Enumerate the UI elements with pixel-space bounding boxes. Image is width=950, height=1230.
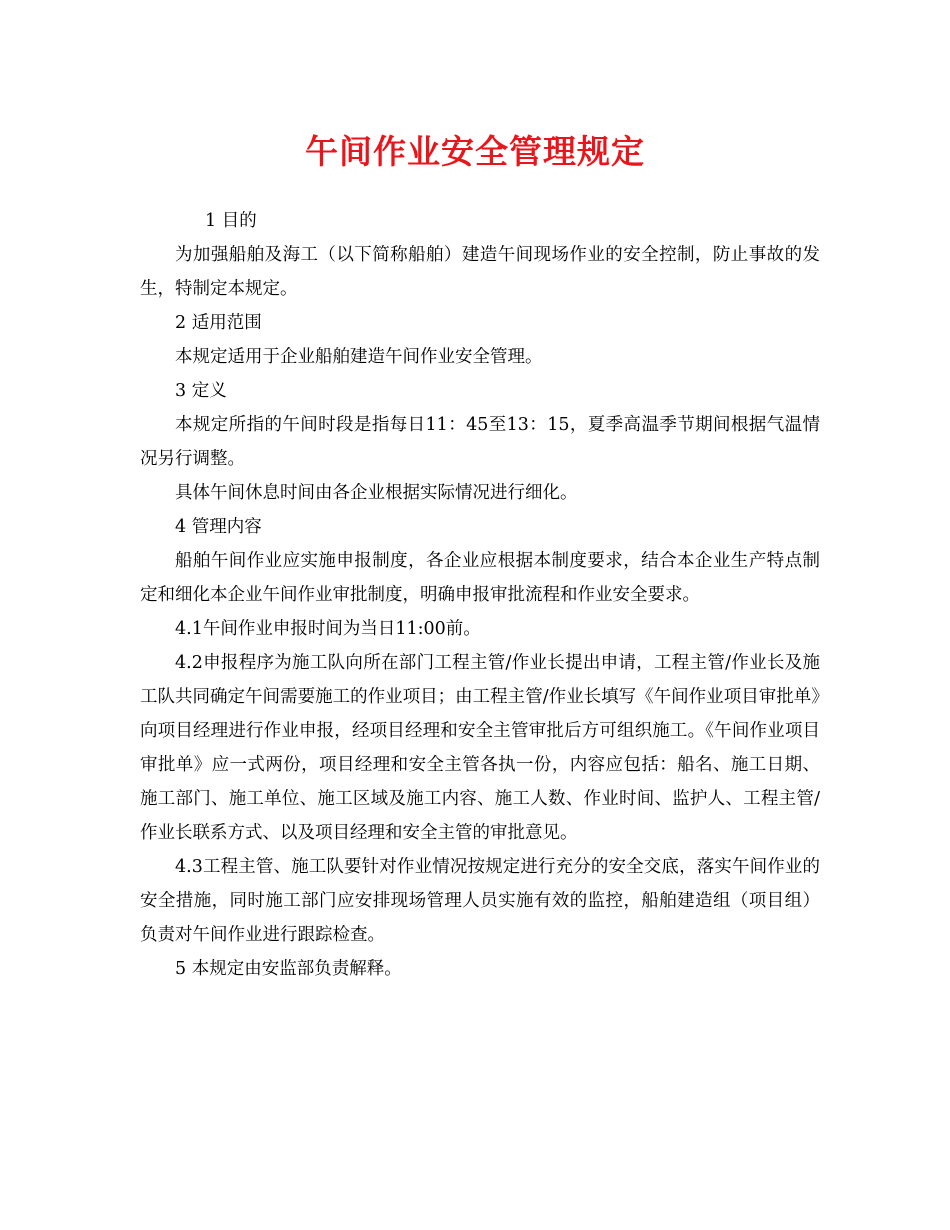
paragraph-purpose: 为加强船舶及海工（以下简称船舶）建造午间现场作业的安全控制，防止事故的发生，特制定本规定。 xyxy=(140,245,820,299)
paragraph-rest-time: 具体午间休息时间由各企业根据实际情况进行细化。 xyxy=(175,483,578,503)
paragraph-definition: 本规定所指的午间时段是指每日11：45至13：15，夏季高温季节期间根据气温情况另行调整。 xyxy=(140,415,820,469)
clause-4-1: 4.1午间作业申报时间为当日11:00前。 xyxy=(175,619,481,639)
paragraph-management: 船舶午间作业应实施申报制度，各企业应根据本制度要求，结合本企业生产特点制定和细化本企业午间作业审批制度，明确申报审批流程和作业安全要求。 xyxy=(140,551,820,605)
clause-4-2: 4.2申报程序为施工队向所在部门工程主管/作业长提出申请，工程主管/作业长及施工队共同确定午间需要施工的作业项目；由工程主管/作业长填写《午间作业项目审批单》向项目经理进行作业申报，经项目经理和安全主管审批后方可组织施工。《午间作业项目审批单》应一式两份，项目经理和安全主管各执一份，内容应包括：船名、施工日期、施工部门、施工单位、施工区域及施工内容、施工人数、作业时间、监护人、工程主管/作业长联系方式、以及项目经理和安全主管的审批意见。 xyxy=(140,653,820,843)
document-body xyxy=(140,204,820,986)
paragraph-scope: 本规定适用于企业船舶建造午间作业安全管理。 xyxy=(175,347,543,367)
section-heading-management: 4 管理内容 xyxy=(175,517,262,537)
section-heading-definition: 3 定义 xyxy=(175,381,227,401)
section-interpretation: 5 本规定由安监部负责解释。 xyxy=(175,959,402,979)
document-title: 午间作业安全管理规定 xyxy=(305,132,645,171)
section-heading-purpose: 1 目的 xyxy=(205,211,257,231)
clause-4-3: 4.3工程主管、施工队要针对作业情况按规定进行充分的安全交底，落实午间作业的安全措施，同时施工部门应安排现场管理人员实施有效的监控，船舶建造组（项目组）负责对午间作业进行跟踪检查。 xyxy=(140,857,820,945)
section-heading-scope: 2 适用范围 xyxy=(175,313,262,333)
